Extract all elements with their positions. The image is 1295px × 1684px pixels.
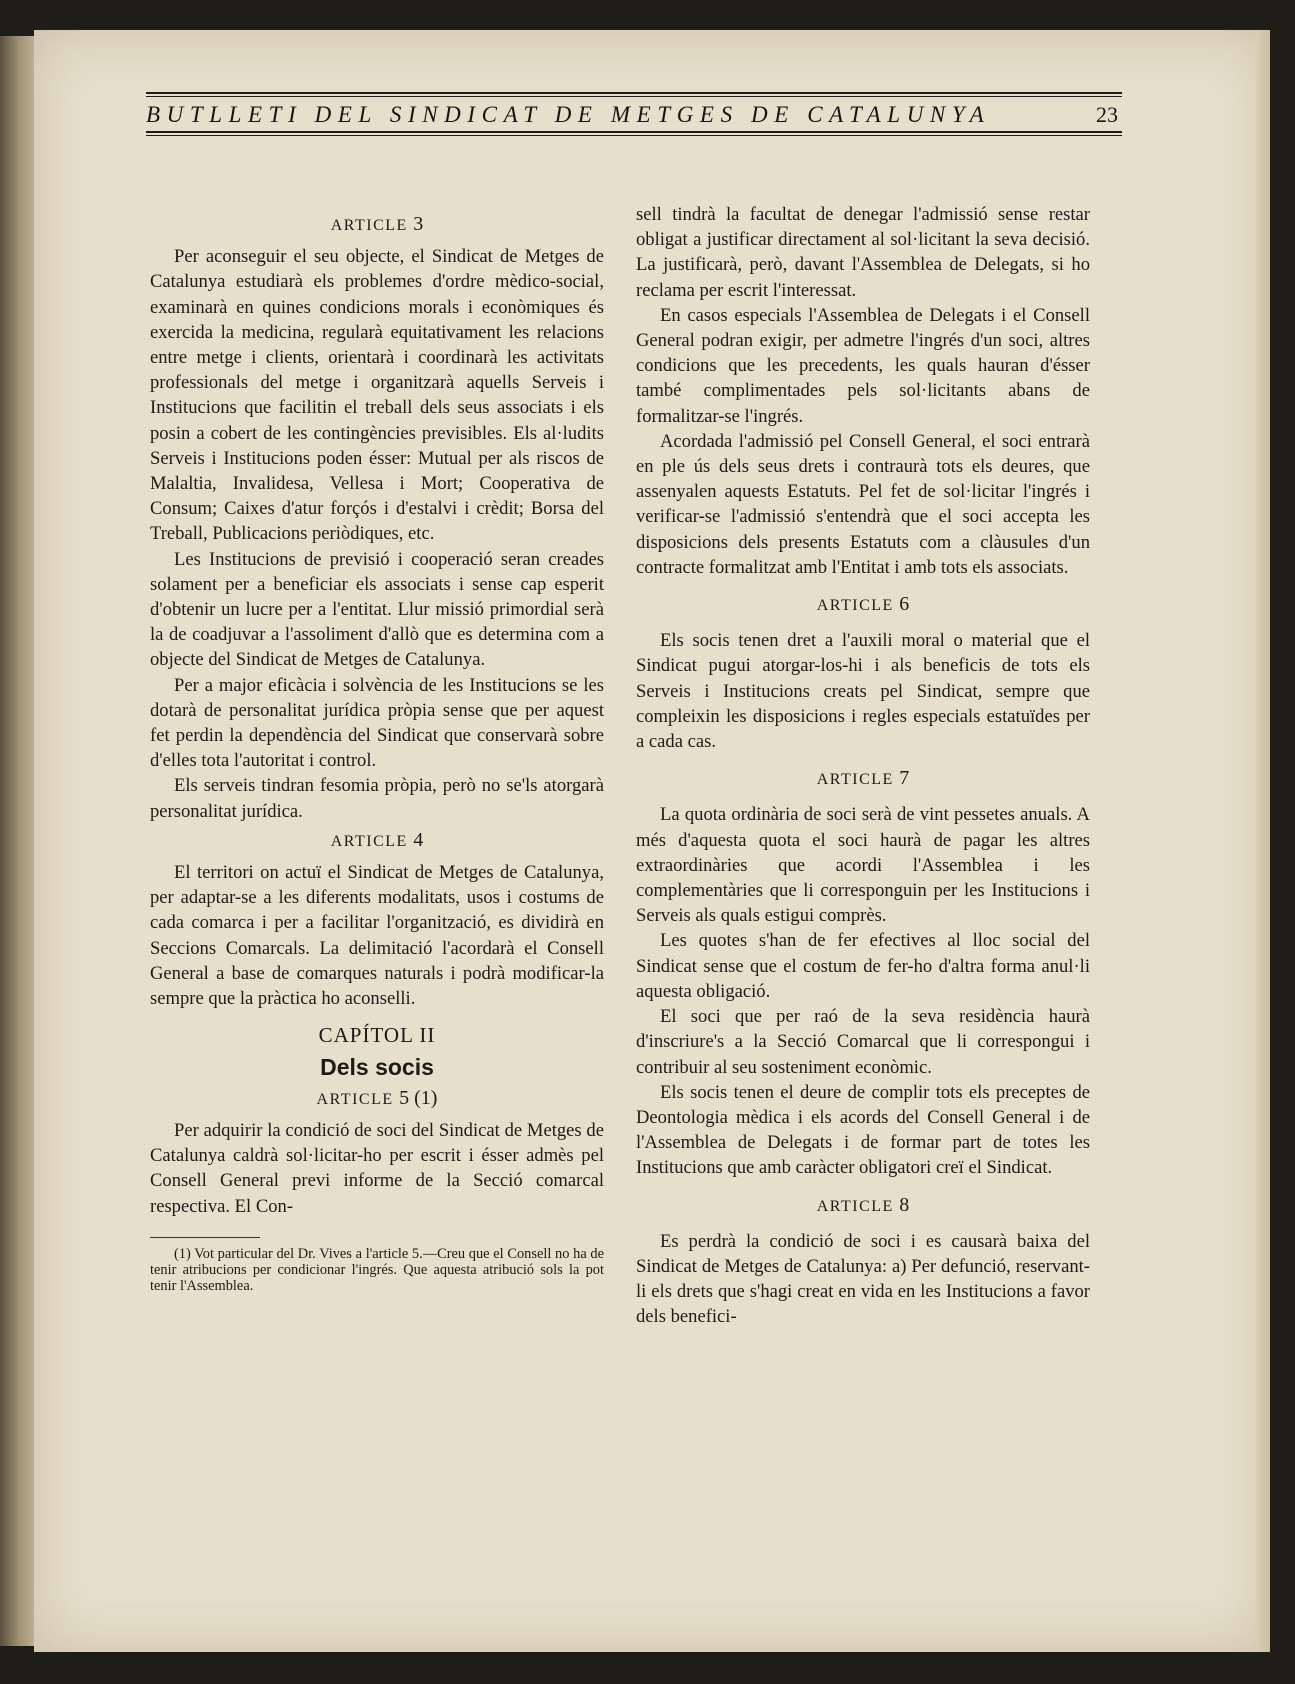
article-3-paragraph-4: Els serveis tindran fesomia pròpia, però no se'ls atorgarà personalitat jurídica. <box>150 775 604 822</box>
article-5-paragraph-3: Acordada l'admissió pel Consell General, el soci entrarà en ple ús dels seus drets i contraurà tots els deures, que assenyalen aquests Estatuts. Pel fet de sol·licitar l'ingrés i verificar-se l'admissió s'entendrà que el soci accepta les disposicions dels presents Estatuts com a clàusules d'un contracte formalitzat amb l'Entitat i amb tots els associats. <box>636 430 1090 578</box>
article-label: ARTICLE <box>816 1197 894 1215</box>
article-5-paragraph-2: En casos especials l'Assemblea de Delegats i el Consell General podran exigir, per admetre l'ingrés d'un soci, altres condicions que les precedents, les quals hauran d'ésser també complimentades pels sol·licitants abans de formalitzar-se l'ingrés. <box>636 304 1090 427</box>
article-7-paragraph-3: El soci que per raó de la seva residència haurà d'inscriure's a la Secció Comarcal que li correspongui i contribuir al seu sosteniment econòmic. <box>636 1006 1090 1078</box>
footnote-rule <box>150 1237 260 1238</box>
article-7-heading <box>636 766 1090 792</box>
article-3-paragraph-2: Les Institucions de previsió i cooperació seran creades solament per a beneficiar els associats i sense cap esperit d'obtenir un lucre per a l'entitat. Llur missió primordial serà la de coadjuvar a l'assoliment d'allò que es determina com a objecte del Sindicat de Metges de Catalunya. <box>150 548 604 671</box>
chapter-heading: CAPÍTOL II <box>318 1023 436 1048</box>
right-column <box>636 202 1090 1330</box>
running-header <box>146 92 1122 136</box>
article-label: ARTICLE <box>816 597 894 615</box>
section-heading: Dels socis <box>320 1053 434 1080</box>
page-number: 23 <box>1096 102 1118 127</box>
article-number: 6 <box>899 593 910 616</box>
article-8-heading <box>636 1193 1090 1219</box>
article-4-heading <box>150 828 604 854</box>
article-3-paragraph-3: Per a major eficàcia i solvència de les Institucions se les dotarà de personalitat jurídica pròpia sense que per aquest fet perdin la dependència del Sindicat que conservarà sobre d'elles tota l'autoritat i control. <box>150 674 604 772</box>
article-number: 7 <box>899 767 910 790</box>
article-label: ARTICLE <box>316 1090 394 1108</box>
article-5-heading <box>150 1086 604 1112</box>
article-number: 3 <box>413 213 424 235</box>
article-label: ARTICLE <box>816 771 894 789</box>
article-number: 8 <box>899 1193 910 1216</box>
header-bottom-rule-thin <box>146 135 1122 136</box>
journal-title: BUTLLETI DEL SINDICAT DE METGES DE CATALUNYA <box>146 102 991 127</box>
article-8-paragraph-1: Es perdrà la condició de soci i es causarà baixa del Sindicat de Metges de Catalunya: a) Per defunció, reservant-li els drets que s'hagi creat en vida en les Institucions a favor dels benefici- <box>636 1230 1090 1328</box>
article-label: ARTICLE <box>330 832 408 850</box>
article-6-paragraph-1: Els socis tenen dret a l'auxili moral o material que el Sindicat pugui atorgar-los-hi i als beneficis de tots els Serveis i Institucions creats pel Sindicat, sempre que compleixin les disposicions i regles especials estatuïdes per a cada cas. <box>636 630 1090 753</box>
page-edge <box>1256 30 1270 1652</box>
header-top-rule <box>146 92 1122 94</box>
article-number: 5 (1) <box>399 1086 438 1109</box>
article-label: ARTICLE <box>330 217 408 234</box>
article-3-heading <box>150 212 604 238</box>
footnote: (1) Vot particular del Dr. Vives a l'article 5.—Creu que el Consell no ha de tenir atribucions per condicionar l'ingrés. Que aquesta atribució sols la pot tenir l'Assemblea. <box>150 1245 604 1294</box>
left-column <box>150 208 604 1294</box>
article-number: 4 <box>413 828 424 851</box>
article-5-continuation: sell tindrà la facultat de denegar l'admissió sense restar obligat a justificar directament al sol·licitant la seva decisió. La justificarà, però, davant l'Assemblea de Delegats, si ho reclama per escrit l'interessat. <box>636 204 1090 301</box>
header-row <box>146 97 1122 131</box>
article-7-paragraph-2: Les quotes s'han de fer efectives al lloc social del Sindicat sense que el costum de fer-ho d'altra forma anul·li aquesta obligació. <box>636 930 1090 1002</box>
article-7-paragraph-4: Els socis tenen el deure de complir tots els preceptes de Deontologia mèdica i els acords del Consell General i de l'Assemblea de Delegats i de formar part de totes les Institucions que amb caràcter obligatori creï el Sindicat. <box>636 1081 1090 1179</box>
article-4-paragraph-1: El territori on actuï el Sindicat de Metges de Catalunya, per adaptar-se a les diferents modalitats, usos i costums de cada comarca i per a facilitar l'organització, es dividirà en Seccions Comarcals. La delimitació l'acordarà el Consell General a base de comarques naturals i podrà modificar-la sempre que la pràctica ho aconselli. <box>150 862 604 1010</box>
article-3-paragraph-1: Per aconseguir el seu objecte, el Sindicat de Metges de Catalunya estudiarà els problemes d'ordre mèdico-social, examinarà en quines condicions morals i econòmiques és exercida la medicina, regularà equitativament les relacions entre metge i clients, orientarà i coordinarà les activitats professionals del metge i organitzarà aquells Serveis i Institucions que facilitin el treball dels seus associats i els posin a cobert de les contingències previsibles. Els al·ludits Serveis i Institucions poden ésser: Mutual per als riscos de Malaltia, Invalidesa, Vellesa i Mort; Cooperativa de Consum; Caixes d'atur forçós i d'estalvi i crèdit; Borsa del Treball, Publicacions periòdiques, etc. <box>150 246 604 545</box>
article-7-paragraph-1: La quota ordinària de soci serà de vint pessetes anuals. A més d'aquesta quota el soci haurà de pagar les altres extraordinàries que acordi l'Assemblea i les complementàries que li corresponguin per les Institucions i Serveis als quals estigui comprès. <box>636 804 1090 927</box>
article-6-heading <box>636 592 1090 618</box>
header-bottom-rule <box>146 131 1122 133</box>
article-5-paragraph-1: Per adquirir la condició de soci del Sindicat de Metges de Catalunya caldrà sol·licitar-ho per escrit i ésser admès pel Consell General previ informe de la Secció comarcal respectiva. El Con- <box>150 1119 604 1217</box>
